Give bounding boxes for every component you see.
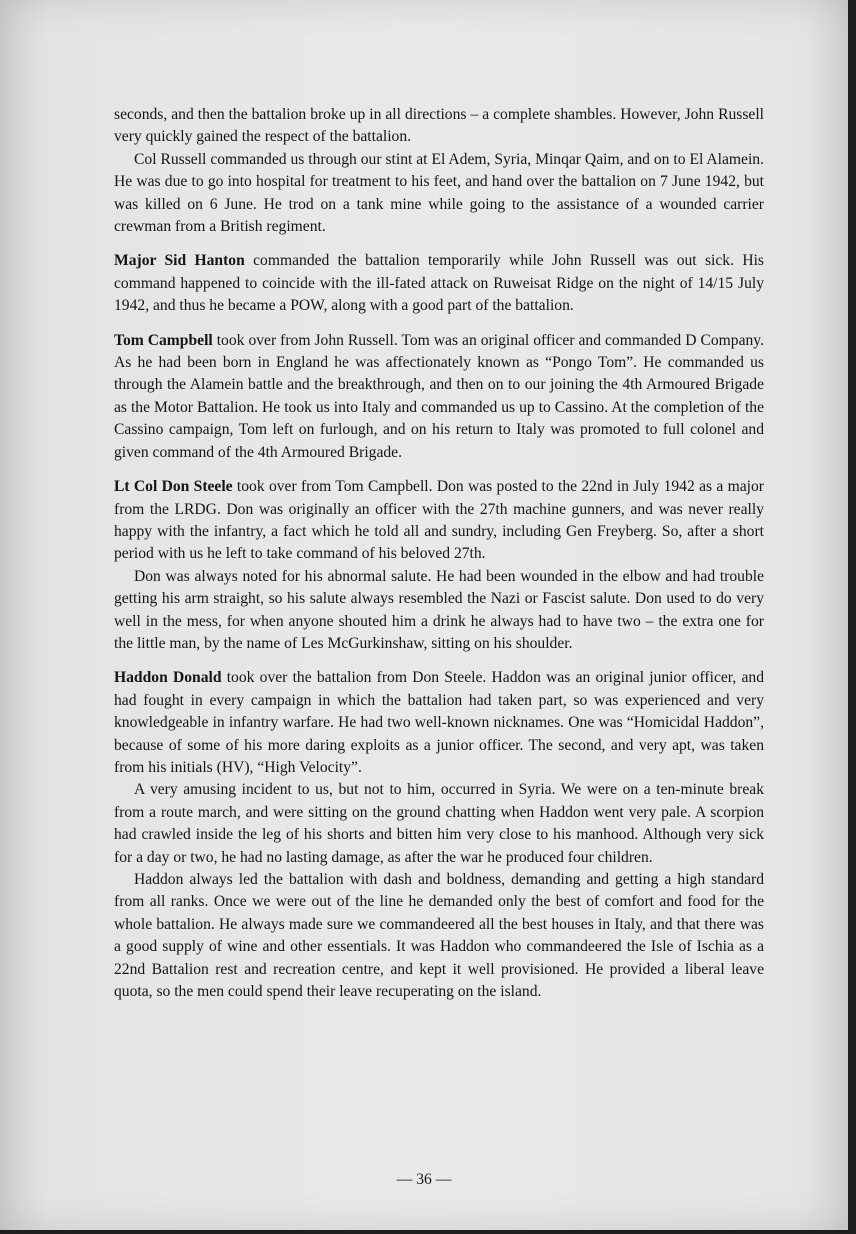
paragraph-text: Haddon always led the battalion with dash and boldness, demanding and getting a high standard from all ranks. Once we were out of the line he demanded only the best of comfort and food for the whole battalion. He always made sure we commandeered all the best houses in Italy, and that there was a good supply of wine and other essentials. It was Haddon who commandeered the Isle of Ischia as a 22nd Battalion rest and recreation centre, and kept it well provisioned. He provided a liberal leave quota, so the men could spend their leave recuperating on the island. — [114, 871, 764, 1001]
paragraph-lead: Tom Campbell — [114, 331, 213, 349]
paragraph-text: Col Russell commanded us through our stint at El Adem, Syria, Minqar Qaim, and on to El Alamein. He was due to go into hospital for treatment to his feet, and hand over the battalion on 7 June 1942, but was killed on 6 June. He trod on a tank mine while going to the assistance of a wounded carrier crewman from a British regiment. — [114, 150, 764, 236]
paragraph — [114, 250, 764, 317]
paragraph-text: took over from John Russell. Tom was an original officer and commanded D Company. As he had been born in England he was affectionately known as “Pongo Tom”. He commanded us through the Alamein battle and the breakthrough, and then on to our joining the 4th Armoured Brigade as the Motor Battalion. He took us into Italy and commanded us up to Cassino. At the completion of the Cassino campaign, Tom left on furlough, and on his return to Italy was promoted to full colonel and given command of the 4th Armoured Brigade. — [114, 331, 764, 461]
paragraph — [114, 476, 764, 566]
paragraph-text: took over the battalion from Don Steele. Haddon was an original junior officer, and had fought in every campaign in which the battalion had taken part, so was experienced and very knowledgeable in infantry warfare. He had two well-known nicknames. One was “Homicidal Haddon”, because of some of his more daring exploits as a junior officer. The second, and very apt, was taken from his initials (HV), “High Velocity”. — [114, 669, 765, 776]
paragraph — [114, 330, 764, 464]
paragraph-text: seconds, and then the battalion broke up in all directions – a complete shambles. However, John Russell very quickly gained the respect of the battalion. — [114, 106, 764, 146]
paragraph-text: Don was always noted for his abnormal salute. He had been wounded in the elbow and had trouble getting his arm straight, so his salute always resembled the Nazi or Fascist salute. Don used to do very well in the mess, for when anyone shouted him a drink he always had to have two – the extra one for the little man, by the name of Les McGurkinshaw, sitting on his shoulder. — [114, 567, 764, 652]
paragraph-text: commanded the battalion temporarily while John Russell was out sick. His command happened to coincide with the ill-fated attack on Ruweisat Ridge on the night of 14/15 July 1942, and thus he became a POW, along with a good part of the battalion. — [114, 252, 764, 315]
paragraph — [114, 667, 764, 779]
paragraph — [114, 869, 764, 1003]
paragraph-text: A very amusing incident to us, but not to him, occurred in Syria. We were on a ten-minute break from a route march, and were sitting on the ground chatting when Haddon went very pale. A scorpion had crawled inside the leg of his shorts and bitten him very close to his manhood. Although very sick for a day or two, he had no lasting damage, as after the war he produced four children. — [114, 781, 764, 866]
paragraph-lead: Lt Col Don Steele — [114, 478, 233, 496]
paragraph — [114, 566, 764, 656]
body-text — [114, 104, 764, 1003]
paragraph-lead: Major Sid Hanton — [114, 252, 245, 270]
page-number: — 36 — — [396, 1171, 452, 1188]
paragraph-lead: Haddon Donald — [114, 669, 222, 687]
paragraph — [114, 149, 764, 239]
paragraph — [114, 104, 764, 149]
paragraph — [114, 779, 764, 869]
paragraph-text: took over from Tom Campbell. Don was posted to the 22nd in July 1942 as a major from the LRDG. Don was originally an officer with the 27th machine gunners, and was never really happy with the infantry, a fact which he told all and sundry, including Gen Freyberg. So, after a short period with us he left to take command of his beloved 27th. — [114, 478, 764, 563]
